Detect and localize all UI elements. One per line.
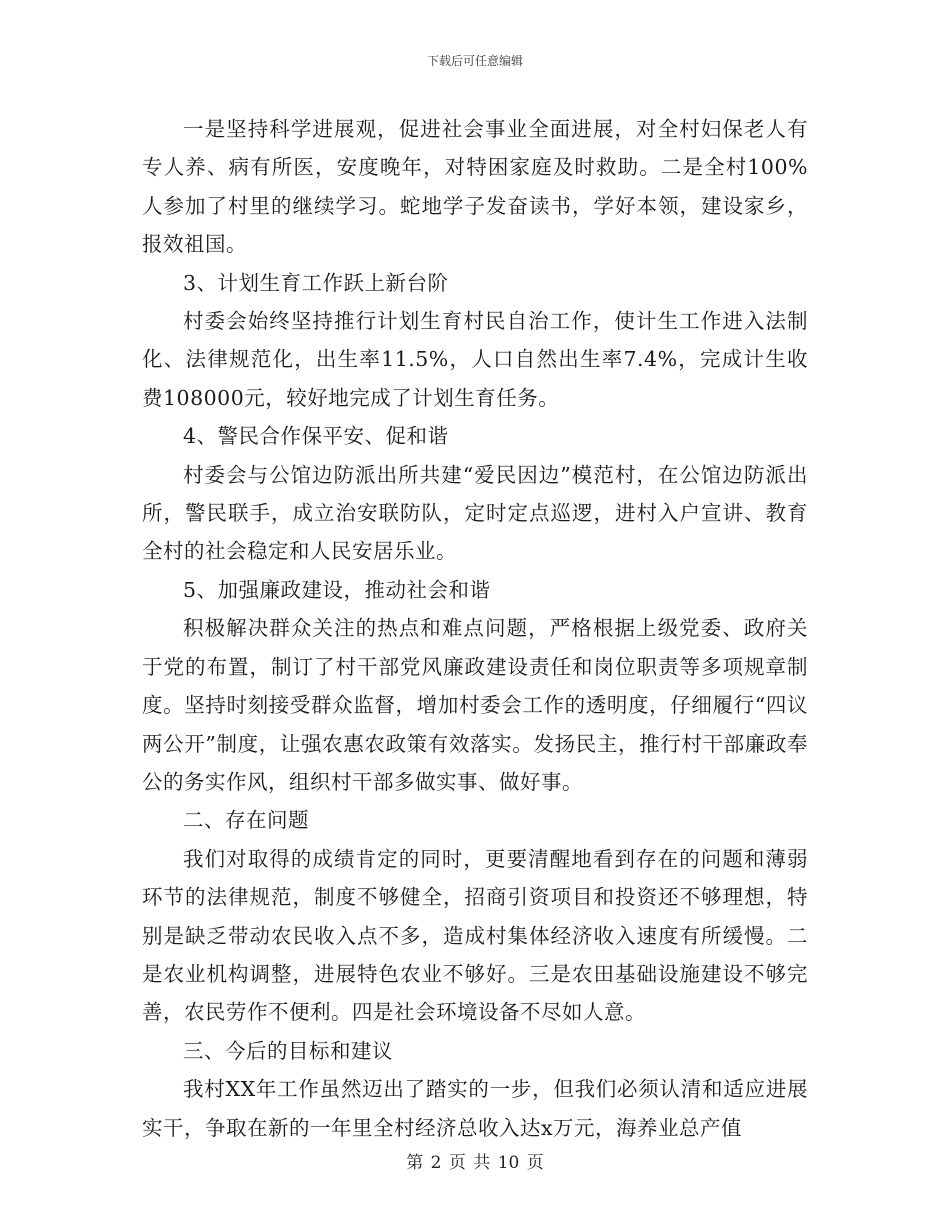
document-body (142, 110, 808, 1147)
paragraph-integrity: 积极解决群众关注的热点和难点问题，严格根据上级党委、政府关于党的布置，制订了村干部党风廉政建设责任和岗位职责等多项规章制度。坚持时刻接受群众监督，增加村委会工作的透明度，仔细履行“四议两公开”制度，让强农惠农政策有效落实。发扬民主，推行村干部廉政奉公的务实作风，组织村干部多做实事、做好事。 (142, 616, 808, 794)
paragraph-goals: 我村XX年工作虽然迈出了踏实的一步，但我们必须认清和适应进展实干，争取在新的一年里全村经济总收入达x万元，海养业总产值 (142, 1077, 808, 1140)
page-header: 下载后可任意编辑 (426, 54, 523, 68)
heading-problems: 二、存在问题 (183, 808, 309, 833)
paragraph-problems: 我们对取得的成绩肯定的同时，更要清醒地看到存在的问题和薄弱环节的法律规范，制度不够健全，招商引资项目和投资还不够理想，特别是缺乏带动农民收入点不多，造成村集体经济收入速度有所缓慢。二是农业机构调整，进展特色农业不够好。三是农田基础设施建设不够完善，农民劳作不便利。四是社会环境设备不尽如人意。 (142, 846, 808, 1025)
paragraph-welfare: 一是坚持科学进展观，促进社会事业全面进展，对全村妇保老人有专人养、病有所医，安度晚年，对特困家庭及时救助。二是全村100%人参加了村里的继续学习。蛇地学子发奋读书，学好本领，建设家乡，报效祖国。 (142, 117, 808, 257)
heading-police-cooperation: 4、警民合作保平安、促和谐 (183, 424, 449, 449)
heading-family-planning: 3、计划生育工作跃上新台阶 (183, 270, 449, 295)
page-number: 第 2 页 共 10 页 (406, 1153, 544, 1173)
paragraph-family-planning: 村委会始终坚持推行计划生育村民自治工作，使计生工作进入法制化、法律规范化，出生率11.5%，人口自然出生率7.4%，完成计生收费108000元，较好地完成了计划生育任务。 (142, 309, 808, 410)
heading-integrity: 5、加强廉政建设，推动社会和谐 (183, 577, 491, 602)
paragraph-police-cooperation: 村委会与公馆边防派出所共建“爱民因边”模范村，在公馆边防派出所，警民联手，成立治安联防队，定时定点巡逻，进村入户宣讲、教育全村的社会稳定和人民安居乐业。 (142, 462, 808, 564)
heading-goals: 三、今后的目标和建议 (183, 1038, 393, 1063)
